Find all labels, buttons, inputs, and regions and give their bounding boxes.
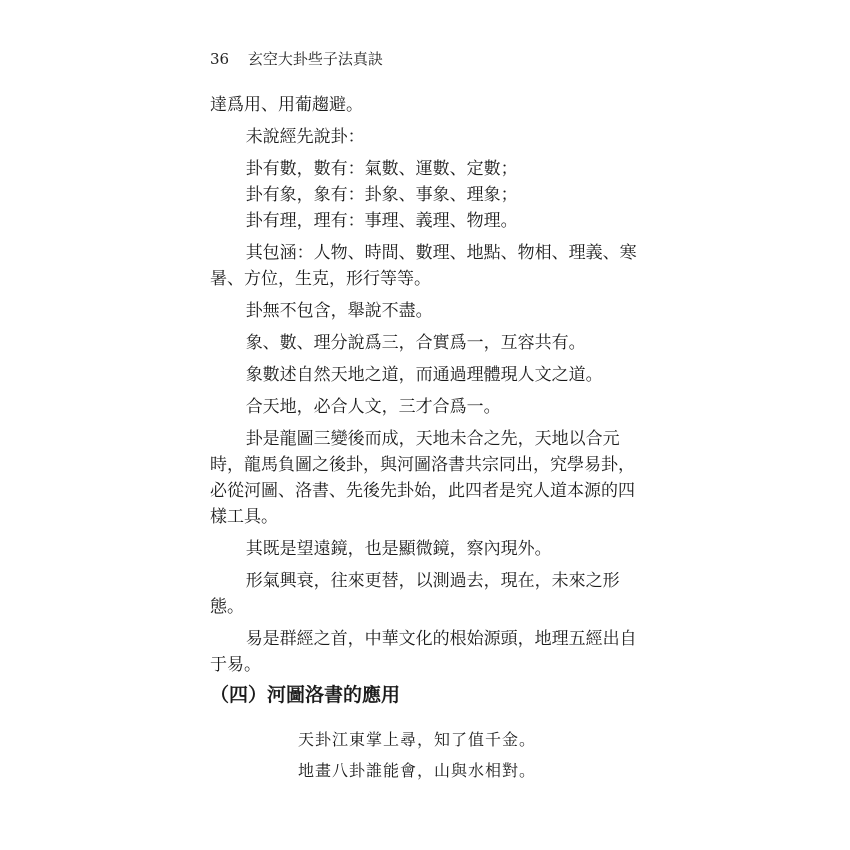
paragraph: 象數述自然天地之道，而通過理體現人文之道。 xyxy=(245,365,603,385)
paragraph: 未說經先說卦： xyxy=(245,127,365,147)
body-text xyxy=(210,92,650,684)
paragraph: 易是群經之首，中華文化的根始源頭，地理五經出自于易。 xyxy=(210,629,637,675)
paragraph: 卦有象，象有：卦象、事象、理象； xyxy=(245,185,518,205)
paragraph: 其包涵：人物、時間、數理、地點、物相、理義、寒暑、方位，生克，形行等等。 xyxy=(210,243,637,289)
paragraph: 象、數、理分說爲三，合實爲一，互容共有。 xyxy=(245,333,586,353)
running-head xyxy=(210,48,383,69)
paragraph: 合天地，必合人文，三才合爲一。 xyxy=(245,397,501,417)
paragraph: 卦是龍圖三變後而成，天地未合之先，天地以合元時，龍馬負圖之後卦，與河圖洛書共宗同出，究學易卦，必從河圖、洛書、先後先卦始，此四者是究人道本源的四樣工具。 xyxy=(210,429,635,527)
paragraph: 達爲用、用葡趨避。 xyxy=(210,95,363,115)
paragraph: 卦無不包含，舉說不盡。 xyxy=(245,301,433,321)
paragraph: 形氣興衰，往來更替，以測過去，現在，未來之形態。 xyxy=(210,571,620,617)
verse-line: 地畫八卦誰能會，山與水相對。 xyxy=(298,761,537,780)
paragraph: 卦有數，數有：氣數、運數、定數； xyxy=(245,159,518,179)
verse-line: 天卦江東掌上尋，知了值千金。 xyxy=(298,730,537,749)
book-title: 玄空大卦些子法真訣 xyxy=(247,50,383,68)
page-number: 36 xyxy=(210,50,230,68)
verse-block xyxy=(298,724,536,786)
section-heading: （四）河圖洛書的應用 xyxy=(210,684,401,706)
paragraph: 其既是望遠鏡，也是顯微鏡，察內現外。 xyxy=(245,539,552,559)
paragraph: 卦有理，理有：事理、義理、物理。 xyxy=(245,211,518,231)
